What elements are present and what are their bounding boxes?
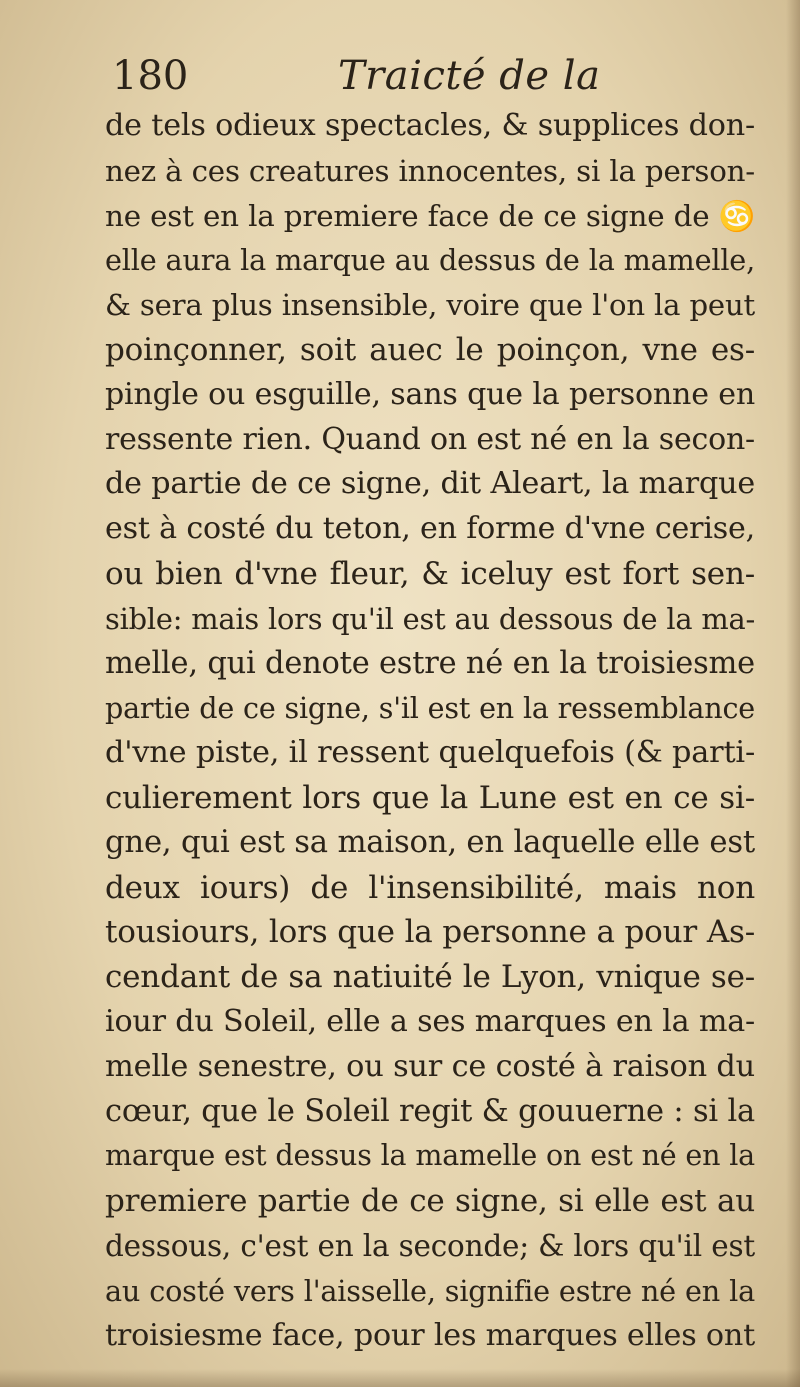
text-line: ou bien d'vne fleur, & iceluy est fort sen- bbox=[105, 555, 755, 592]
text-line: pingle ou esguille, sans que la personne en bbox=[105, 376, 755, 412]
text-line: ne est en la premiere face de ce signe de ♋ bbox=[105, 198, 755, 233]
text-line: culierement lors que la Lune est en ce si- bbox=[105, 779, 755, 816]
text-line: poinçonner, soit auec le poinçon, vne es- bbox=[105, 331, 755, 368]
text-line: nez à ces creatures innocentes, si la person- bbox=[105, 153, 755, 188]
text-line: est à costé du teton, en forme d'vne cerise, bbox=[105, 511, 755, 547]
text-line: gne, qui est sa maison, en laquelle elle est bbox=[105, 824, 755, 860]
text-line: troisiesme face, pour les marques elles ont bbox=[105, 1317, 756, 1353]
text-line: & sera plus insensible, voire que l'on la peut bbox=[105, 288, 755, 323]
text-line: cendant de sa natiuité le Lyon, vnique se- bbox=[105, 959, 755, 996]
text-line: partie de ce signe, s'il est en la ressemblance bbox=[105, 691, 755, 726]
text-line: premiere partie de ce signe, si elle est au bbox=[105, 1183, 755, 1220]
running-title: Traicté de la bbox=[338, 53, 601, 99]
text-line: melle, qui denote estre né en la troisiesme bbox=[105, 645, 755, 681]
body-text bbox=[105, 104, 755, 1358]
text-line: de partie de ce signe, dit Aleart, la marque bbox=[105, 466, 755, 502]
text-line: elle aura la marque au dessus de la mamelle, bbox=[105, 243, 755, 278]
text-line: melle senestre, ou sur ce costé à raison du bbox=[105, 1048, 755, 1084]
text-line: ressente rien. Quand on est né en la secon- bbox=[105, 421, 755, 457]
text-line: au costé vers l'aisselle, signifie estre né en la bbox=[105, 1273, 755, 1308]
text-line: cœur, que le Soleil regit & gouuerne : si la bbox=[105, 1093, 755, 1129]
text-line: deux iours) de l'insensibilité, mais non bbox=[105, 869, 755, 906]
page-edge-shadow bbox=[786, 0, 800, 1387]
text-line: sible: mais lors qu'il est au dessous de la ma- bbox=[105, 601, 755, 636]
text-line: de tels odieux spectacles, & supplices don- bbox=[105, 108, 755, 143]
text-line: tousiours, lors que la personne a pour As- bbox=[105, 914, 755, 951]
text-line: dessous, c'est en la seconde; & lors qu'il est bbox=[105, 1228, 755, 1263]
text-line: iour du Soleil, elle a ses marques en la ma- bbox=[105, 1003, 755, 1039]
text-line: d'vne piste, il ressent quelquefois (& parti- bbox=[105, 735, 755, 771]
text-line: marque est dessus la mamelle on est né en la bbox=[105, 1139, 755, 1173]
page-bottom-shadow bbox=[0, 1369, 800, 1387]
page-header bbox=[112, 50, 752, 102]
page-number: 180 bbox=[112, 53, 189, 99]
